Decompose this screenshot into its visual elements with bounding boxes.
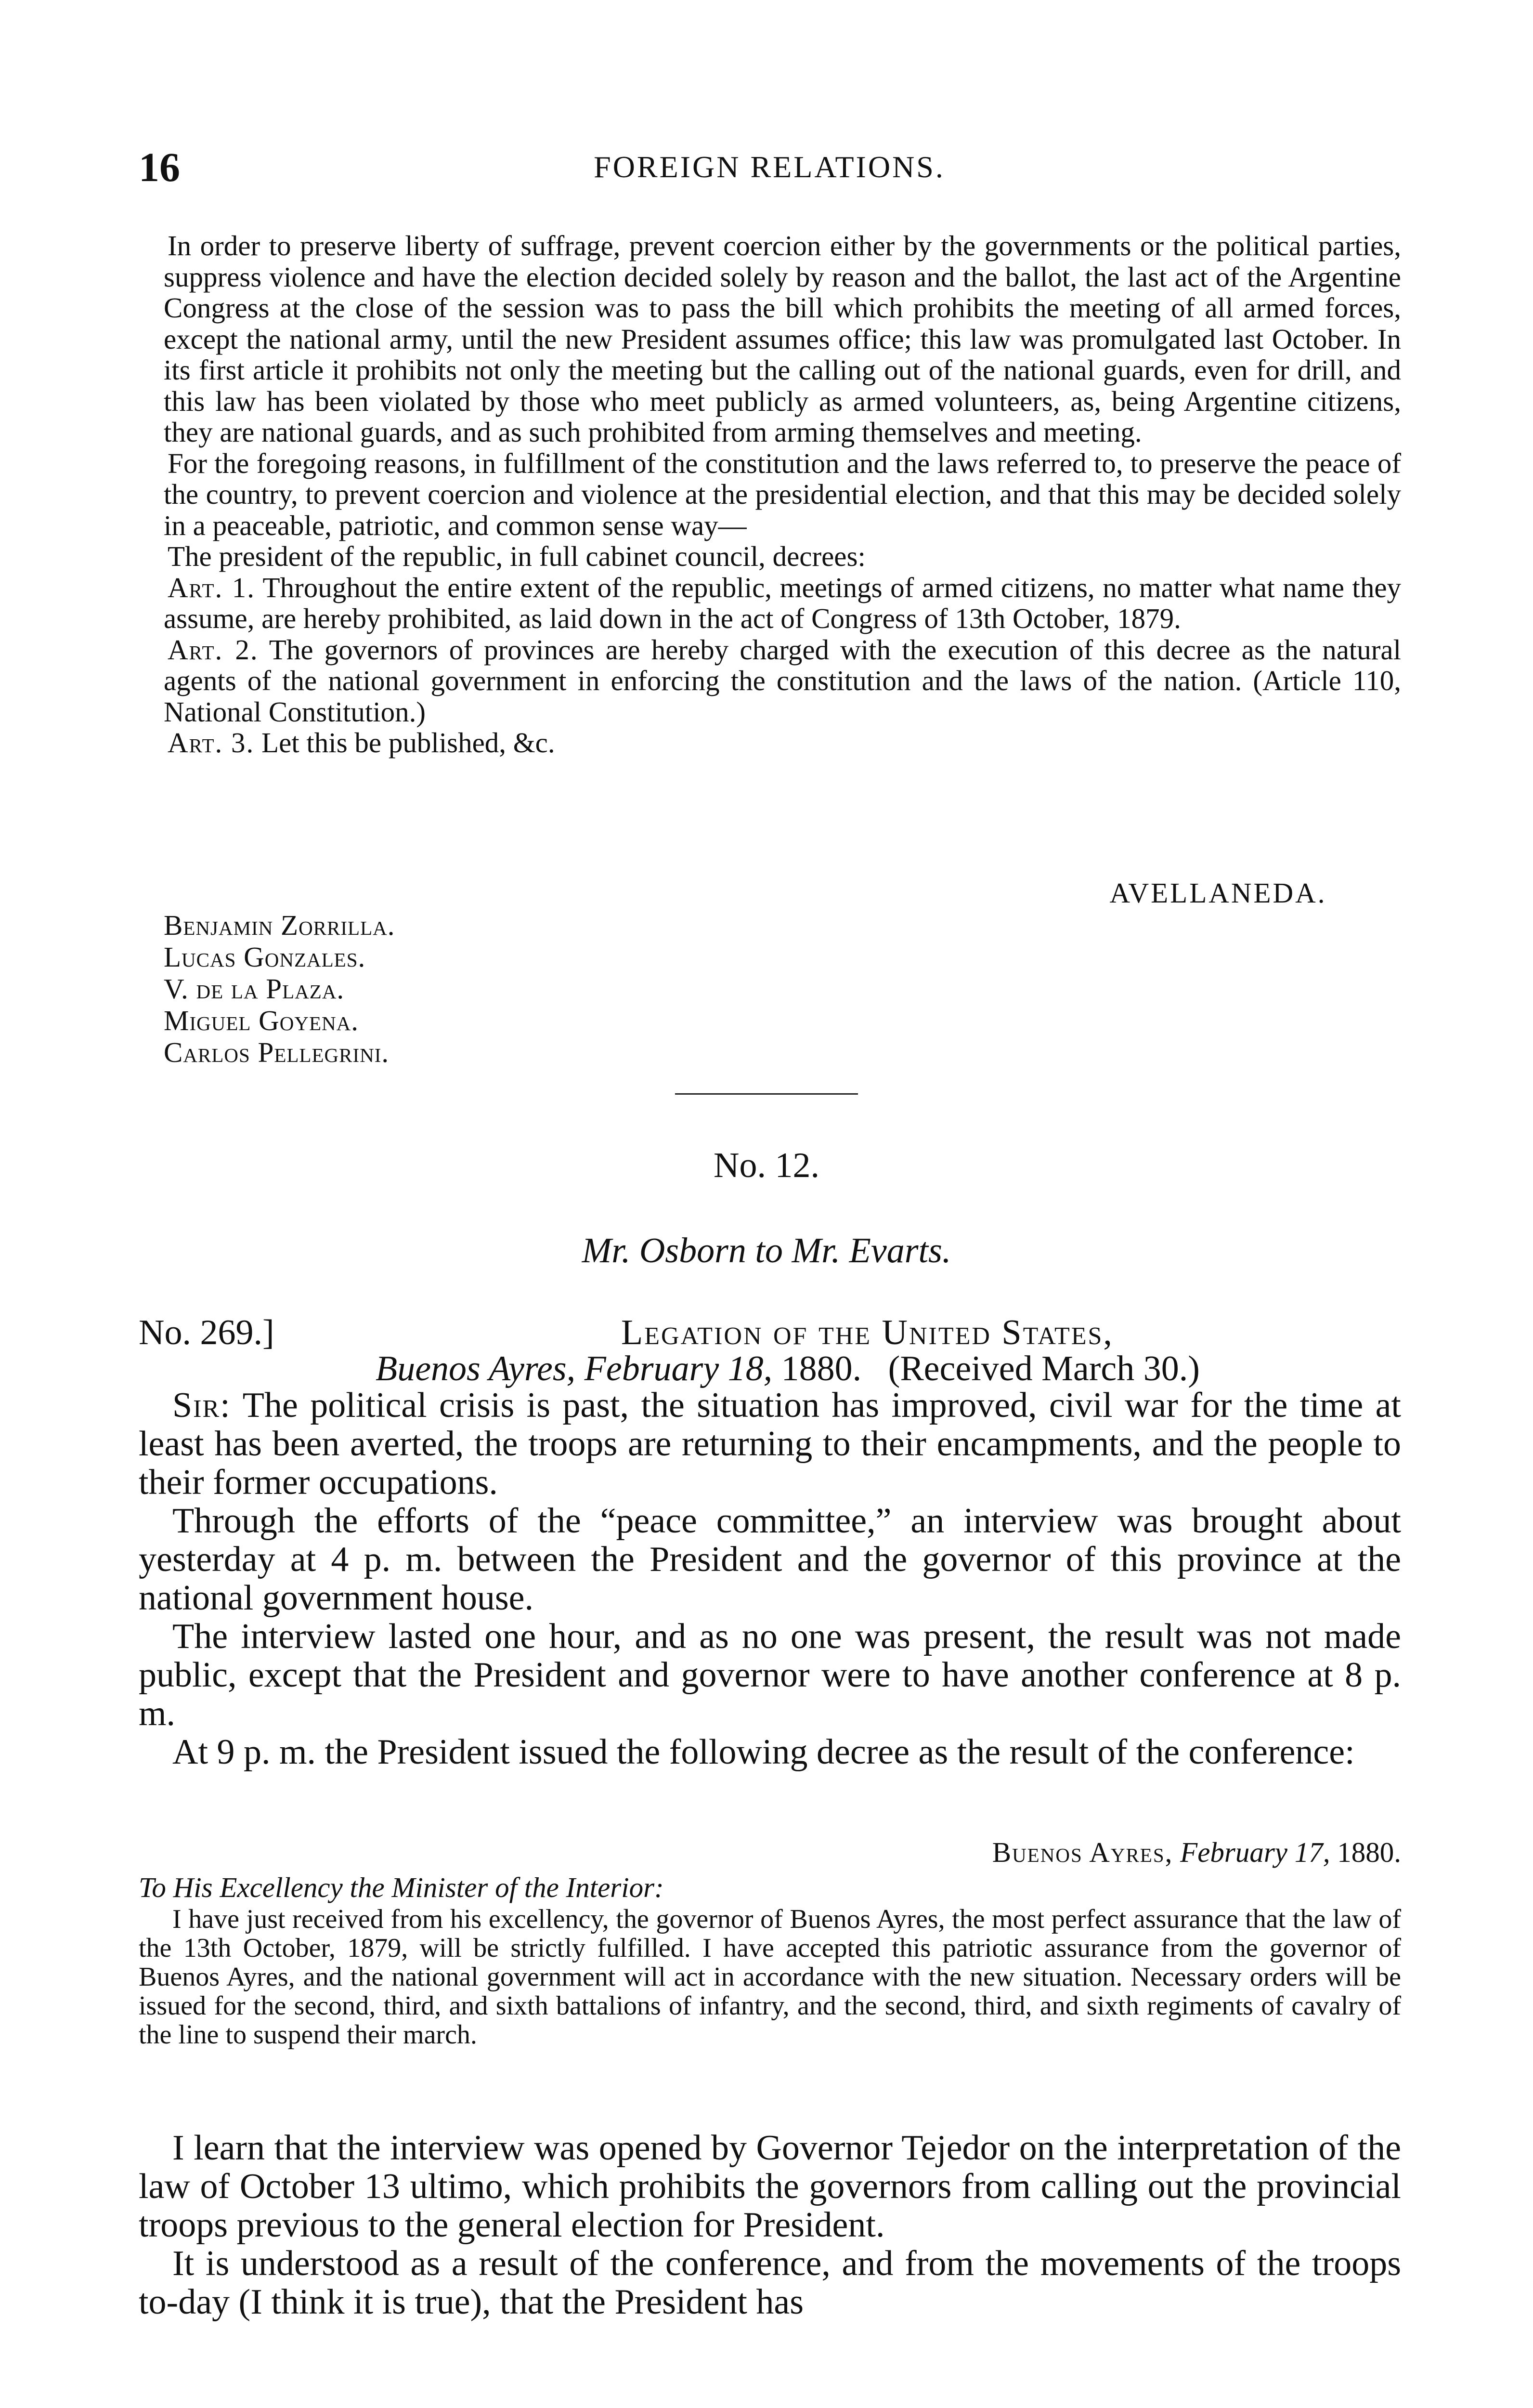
signatories-list [164, 909, 395, 1068]
article-text: The governors of provinces are hereby charged with the execution of this decree as the natural agents of the national government in enforcing the constitution and the laws of the nation. (Article 110, National Constitution.) [164, 633, 1401, 728]
page-number: 16 [139, 144, 180, 190]
telegram-place: Buenos Ayres, [992, 1836, 1173, 1868]
dateline-place: Buenos Ayres, [376, 1349, 576, 1388]
running-header [139, 141, 1400, 194]
article-label: Art. 1. [168, 571, 256, 603]
dispatch-body [139, 1386, 1401, 1771]
dispatch-number: No. 269.] [139, 1313, 274, 1352]
signatory: Benjamin Zorrilla. [164, 909, 395, 941]
dispatch-dateline [376, 1348, 1200, 1389]
running-title: FOREIGN RELATIONS. [594, 150, 945, 184]
body-paragraph: Through the efforts of the “peace committee,” an interview was brought about yesterday at 4 p. m. between the President and the governor of this province at the national government house. [139, 1501, 1401, 1618]
decree-paragraph: In order to preserve liberty of suffrage, prevent coercion either by the governments or the political parties, suppress violence and have the election decided solely by reason and the ballot, the last act of the Argentine Congress at the close of the session was to pass the bill which prohibits the meeting of all armed forces, except the national army, until the new President assumes office; this law was promulgated last October. In its first article it prohibits not only the meeting but the calling out of the national guards, even for drill, and this law has been violated by those who meet publicly as armed volunteers, as, being Argentine citizens, they are national guards, and as such prohibited from arming themselves and meeting. [164, 230, 1401, 448]
dateline-year: 1880. [781, 1349, 862, 1388]
article-text: Let this be published, &c. [261, 727, 555, 759]
decree-article [164, 727, 1401, 759]
telegram-body [139, 1905, 1401, 2049]
body-paragraph: The interview lasted one hour, and as no one was present, the result was not made public, except that the President and governor were to have another conference at 8 p. m. [139, 1617, 1401, 1733]
article-text: Throughout the entire extent of the republic, meetings of armed citizens, no matter what name they assume, are hereby prohibited, as laid down in the act of Congress of 13th October, 1879. [164, 571, 1402, 634]
salutation: Sir: [172, 1386, 231, 1425]
body-paragraph [139, 1386, 1401, 1502]
decree-text [164, 230, 1401, 759]
document-number: No. 12. [714, 1146, 819, 1185]
telegram-addressee: To His Excellency the Minister of the Interior: [139, 1871, 664, 1903]
telegram-month: February 17, [1180, 1836, 1330, 1868]
closing-body [139, 2129, 1401, 2321]
decree-paragraph: For the foregoing reasons, in fulfillment of the constitution and the laws referred to, to preserve the peace of the country, to prevent coercion and violence at the presidential election, and that this may be decided solely in a peaceable, patriotic, and common sense way— [164, 447, 1401, 541]
legation-name: Legation of the United States, [621, 1313, 1114, 1352]
decree-paragraph: The president of the republic, in full cabinet council, decrees: [168, 540, 866, 572]
article-label: Art. 3. [168, 727, 255, 759]
article-label: Art. 2. [168, 633, 259, 666]
decree-article [164, 572, 1401, 634]
dateline-month: February 18, [584, 1349, 773, 1388]
telegram-paragraph: I have just received from his excellency, the governor of Buenos Ayres, the most perfect assurance that the law of the 13th October, 1879, will be strictly fulfilled. I have accepted this patriotic assurance from the governor of Buenos Ayres, and the national government will act in accordance with the new situation. Necessary orders will be issued for the second, third, and sixth battalions of infantry, and the second, third, and sixth regiments of cavalry of the line to suspend their march. [139, 1904, 1401, 2050]
received-note: (Received March 30.) [888, 1349, 1200, 1388]
body-paragraph: At 9 p. m. the President issued the following decree as the result of the conference: [172, 1732, 1355, 1772]
section-divider [675, 1093, 858, 1095]
document-heading: Mr. Osborn to Mr. Evarts. [582, 1231, 951, 1270]
signatory: V. de la Plaza. [164, 973, 345, 1005]
body-paragraph: I learn that the interview was opened by Governor Tejedor on the interpretation of the law of October 13 ultimo, which prohibits the governors from calling out the provincial troops previous to the general election for President. [139, 2128, 1401, 2245]
signatory: Miguel Goyena. [164, 1005, 359, 1036]
paragraph-text: The political crisis is past, the situation has improved, civil war for the time at least has been averted, the troops are returning to their encampments, and the people to their former occupations. [139, 1386, 1401, 1502]
president-signature: AVELLANEDA. [1109, 877, 1327, 909]
telegram-year: 1880. [1337, 1836, 1401, 1868]
body-paragraph: It is understood as a result of the conference, and from the movements of the troops to-day (I think it is true), that the President has [139, 2244, 1401, 2322]
signatory: Carlos Pellegrini. [164, 1036, 390, 1068]
telegram-dateline [862, 1836, 1401, 1869]
signatory: Lucas Gonzales. [164, 941, 366, 973]
decree-article [164, 634, 1401, 728]
